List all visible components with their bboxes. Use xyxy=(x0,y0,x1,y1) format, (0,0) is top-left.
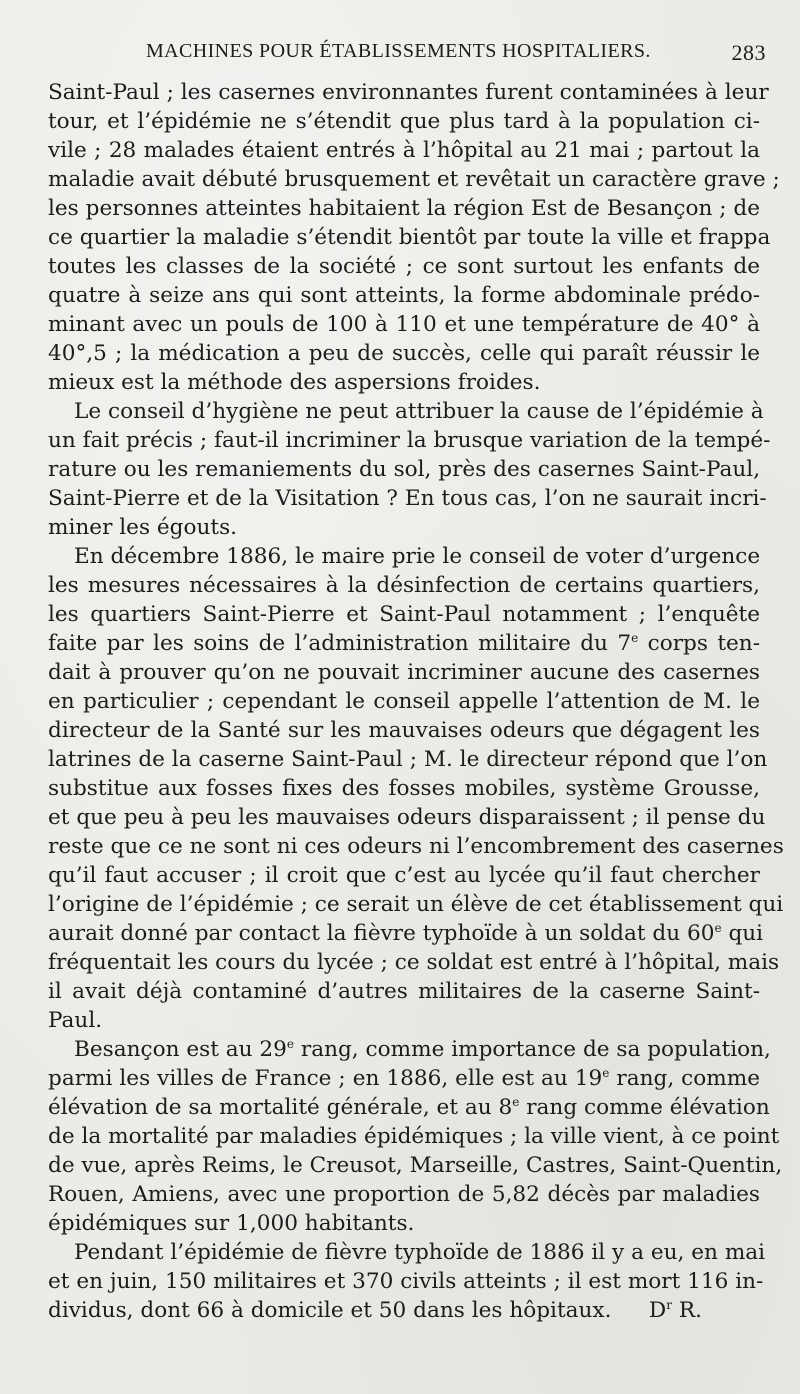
text-line: toutes les classes de la société ; ce sont surtout les enfants de xyxy=(48,254,760,279)
signature: $D^r$ R. xyxy=(648,1297,702,1323)
text-line: maladie avait débuté brusquement et revêtait un caractère grave ; xyxy=(48,167,780,192)
running-title: MACHINES POUR ÉTABLISSEMENTS HOSPITALIERS. xyxy=(146,40,651,62)
text-line: l’origine de l’épidémie ; ce serait un élève de cet établissement qui xyxy=(48,892,784,917)
paragraph xyxy=(48,542,784,1035)
paragraph xyxy=(48,1238,766,1325)
text-line: épidémiques sur 1,000 habitants. xyxy=(48,1211,415,1236)
page-header xyxy=(48,40,766,72)
paragraph xyxy=(48,397,771,542)
text-line: minant avec un pouls de 100 à 110 et une température de 40° à xyxy=(48,312,760,337)
text-line: parmi les villes de France ; en 1886, elle est au 19e rang, comme xyxy=(48,1065,760,1091)
text-line: Paul. xyxy=(48,1008,103,1033)
text-line: les mesures nécessaires à la désinfection de certains quartiers, xyxy=(48,573,760,598)
text-line: aurait donné par contact la fièvre typhoïde à un soldat du 60e qui xyxy=(48,920,764,946)
body-text xyxy=(48,78,784,1325)
page-number: 283 xyxy=(731,40,766,65)
text-line: un fait précis ; faut-il incriminer la brusque variation de la tempé- xyxy=(48,428,771,453)
text-line: directeur de la Santé sur les mauvaises odeurs que dégagent les xyxy=(48,718,760,743)
text-line: latrines de la caserne Saint-Paul ; M. le directeur répond que l’on xyxy=(48,747,768,772)
text-line: il avait déjà contaminé d’autres militaires de la caserne Saint- xyxy=(48,979,760,1004)
text-line: 40°,5 ; la médication a peu de succès, celle qui paraît réussir le xyxy=(48,341,760,366)
paragraph xyxy=(48,1035,783,1238)
text-line: substitue aux fosses fixes des fosses mobiles, système Grousse, xyxy=(48,776,760,801)
text-line: Le conseil d’hygiène ne peut attribuer la cause de l’épidémie à xyxy=(74,399,764,424)
text-line: ce quartier la maladie s’étendit bientôt par toute la ville et frappa xyxy=(48,225,771,250)
paragraph xyxy=(48,78,780,397)
text-line: les quartiers Saint-Pierre et Saint-Paul notamment ; l’enquête xyxy=(48,602,760,627)
text-line: Rouen, Amiens, avec une proportion de 5,82 décès par maladies xyxy=(48,1182,760,1207)
text-line: Pendant l’épidémie de fièvre typhoïde de 1886 il y a eu, en mai xyxy=(74,1240,766,1265)
text-line: élévation de sa mortalité générale, et au 8e rang comme élévation xyxy=(48,1094,770,1120)
text-line: et en juin, 150 militaires et 370 civils atteints ; il est mort 116 in- xyxy=(48,1269,764,1294)
text-line: dividus, dont 66 à domicile et 50 dans les hôpitaux. $D^r$ R. xyxy=(48,1297,702,1323)
text-line: reste que ce ne sont ni ces odeurs ni l’encombrement des casernes xyxy=(48,834,784,859)
text-line: En décembre 1886, le maire prie le conseil de voter d’urgence xyxy=(74,544,761,569)
text-line: les personnes atteintes habitaient la région Est de Besançon ; de xyxy=(48,196,760,221)
text-line: qu’il faut accuser ; il croit que c’est au lycée qu’il faut chercher xyxy=(48,863,760,888)
text-line: quatre à seize ans qui sont atteints, la forme abdominale prédo- xyxy=(48,283,760,308)
text-line: fréquentait les cours du lycée ; ce soldat est entré à l’hôpital, mais xyxy=(48,950,780,975)
text-line: tour, et l’épidémie ne s’étendit que plus tard à la population ci- xyxy=(48,109,760,134)
text-line: dait à prouver qu’on ne pouvait incriminer aucune des casernes xyxy=(48,660,760,685)
text-line: faite par les soins de l’administration militaire du 7e corps ten- xyxy=(48,630,760,656)
text-line: en particulier ; cependant le conseil appelle l’attention de M. le xyxy=(48,689,760,714)
text-line: Saint-Pierre et de la Visitation ? En tous cas, l’on ne saurait incri- xyxy=(48,486,767,511)
text-line: de la mortalité par maladies épidémiques ; la ville vient, à ce point xyxy=(48,1124,780,1149)
text-line: de vue, après Reims, le Creusot, Marseille, Castres, Saint-Quentin, xyxy=(48,1153,783,1178)
text-line: rature ou les remaniements du sol, près des casernes Saint-Paul, xyxy=(48,457,761,482)
text-line: Besançon est au 29e rang, comme importance de sa population, xyxy=(74,1036,771,1062)
text-line: vile ; 28 malades étaient entrés à l’hôpital au 21 mai ; partout la xyxy=(48,138,760,163)
text-line: et que peu à peu les mauvaises odeurs disparaissent ; il pense du xyxy=(48,805,766,830)
text-line: miner les égouts. xyxy=(48,515,238,540)
text-line: mieux est la méthode des aspersions froides. xyxy=(48,370,541,395)
text-line: Saint-Paul ; les casernes environnantes furent contaminées à leur xyxy=(48,80,769,105)
